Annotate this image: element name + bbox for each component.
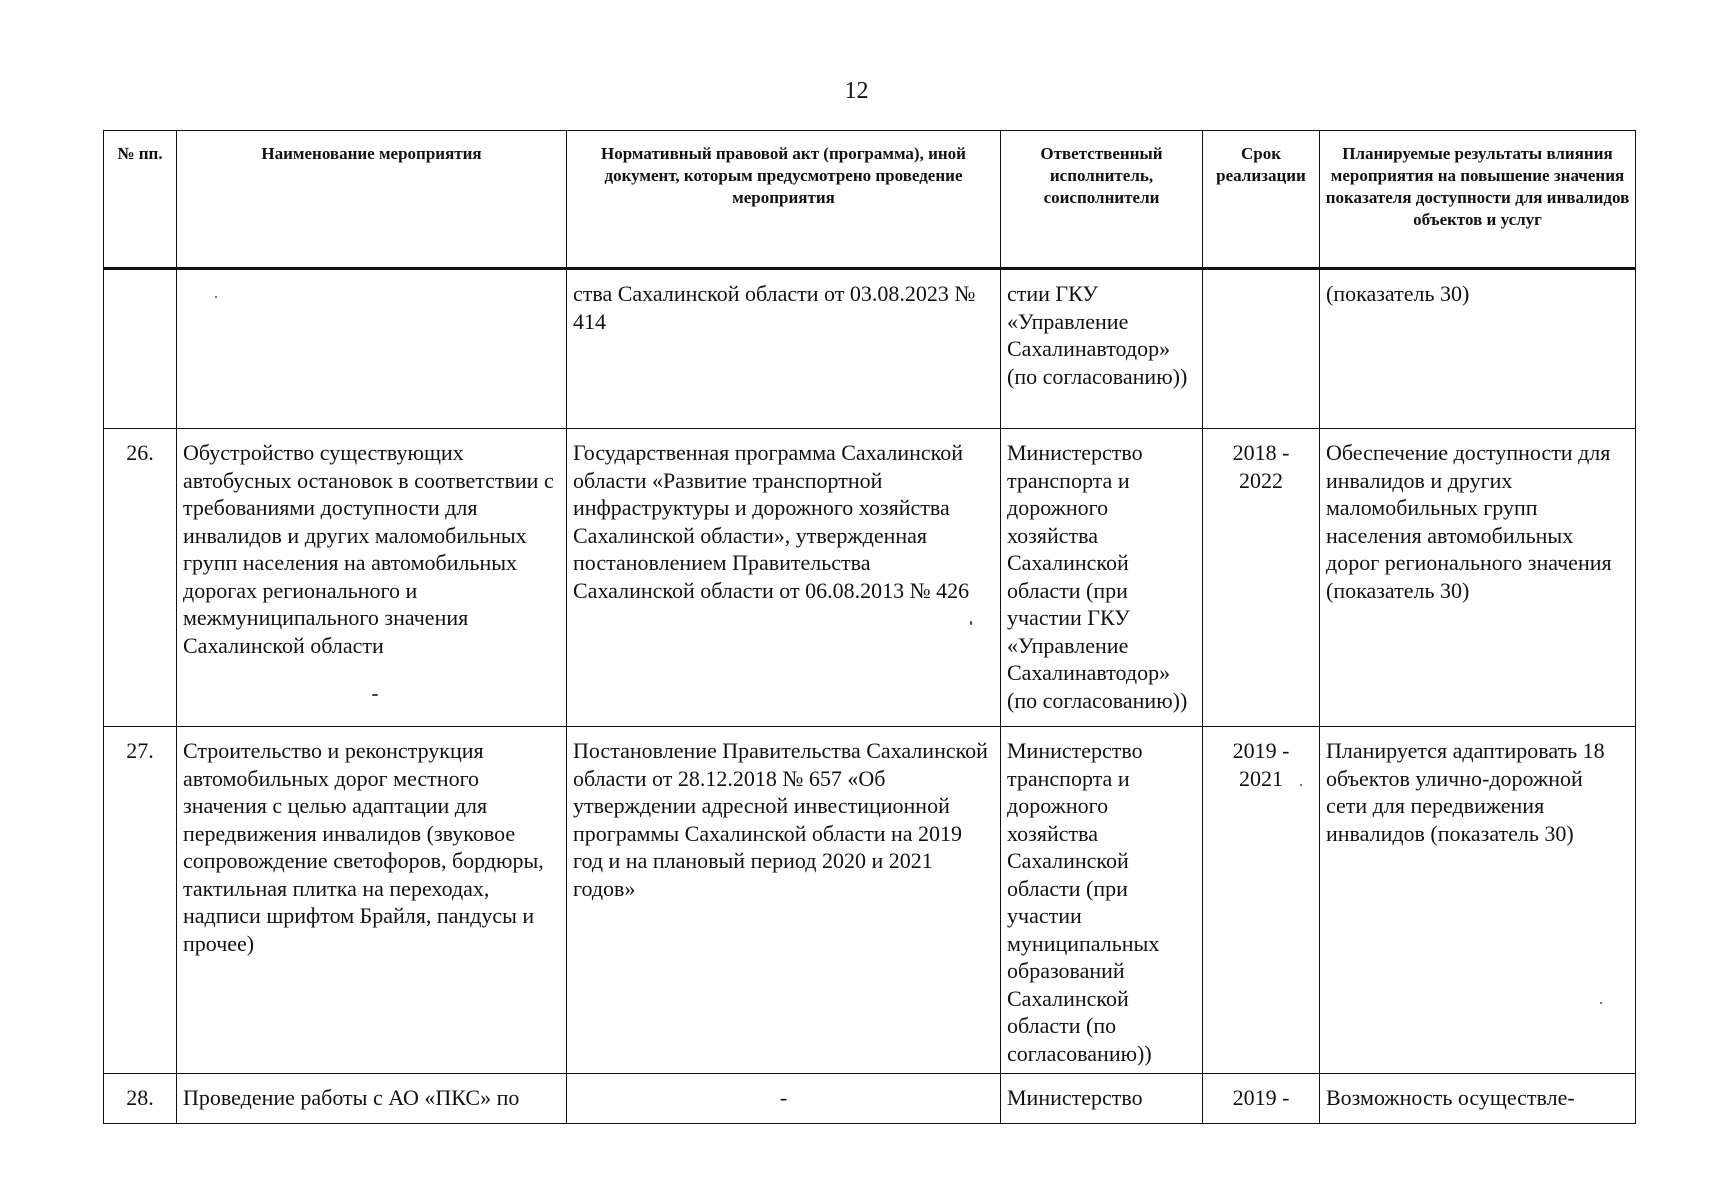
row-document: - [567,1074,1001,1124]
row-name: Проведение работы с АО «ПКС» по [177,1074,567,1124]
row-period: 2019 - [1203,1074,1320,1124]
row-name [177,269,567,429]
row-executor: Министерство [1001,1074,1203,1124]
row-executor: Министерство транспорта и дорожного хозяйства Сахалинской области (при участии ГКУ «Управление Сахалинавтодор» (по согласованию)) [1001,429,1203,727]
header-results: Планируемые результаты влияния мероприятия на повышение значения показателя доступности для инвалидов объектов и услуг [1320,131,1636,269]
row-results: Планируется адаптировать 18 объектов улично-дорожной сети для передвижения инвалидов (показатель 30) [1320,727,1636,1074]
table-row [104,727,1636,1074]
table-row [104,269,1636,429]
scan-speck [1600,1002,1602,1004]
row-period [1203,269,1320,429]
row-document: Постановление Правительства Сахалинской области от 28.12.2018 № 657 «Об утверждении адресной инвестиционной программы Сахалинской области на 2019 год и на плановый период 2020 и 2021 годов» [567,727,1001,1074]
header-executor: Ответственный исполнитель, соисполнители [1001,131,1203,269]
row-results: Возможность осуществле- [1320,1074,1636,1124]
row-results: (показатель 30) [1320,269,1636,429]
header-num: № пп. [104,131,177,269]
row-name: Строительство и реконструкция автомобильных дорог местного значения с целью адаптации для передвижения инвалидов (звуковое сопровождение светофоров, бордюры, тактильная плитка на переходах, надписи шрифтом Брайля, пандусы и прочее) [177,727,567,1074]
row-results: Обеспечение доступности для инвалидов и других маломобильных групп населения автомобильных дорог регионального значения (показатель 30) [1320,429,1636,727]
table-header-row [104,131,1636,269]
row-executor: Министерство транспорта и дорожного хозяйства Сахалинской области (при участии муниципальных образований Сахалинской области (по согласованию)) [1001,727,1203,1074]
scan-speck [215,296,217,298]
header-document: Нормативный правовой акт (программа), иной документ, которым предусмотрено проведение мероприятия [567,131,1001,269]
row-num: 26. [104,429,177,727]
row-executor: стии ГКУ «Управление Сахалинавтодор» (по согласованию)) [1001,269,1203,429]
header-name: Наименование мероприятия [177,131,567,269]
row-period: 2019 - 2021 [1203,727,1320,1074]
table-row [104,429,1636,727]
row-num: 28. [104,1074,177,1124]
row-document: Государственная программа Сахалинской области «Развитие транспортной инфраструктуры и дорожного хозяйства Сахалинской области», утвержденная постановлением Правительства Сахалинской области от 06.08.2013 № 426 [567,429,1001,727]
row-num [104,269,177,429]
table-row [104,1074,1636,1124]
row-period: 2018 - 2022 [1203,429,1320,727]
scan-speck [372,694,378,696]
measures-table [103,130,1636,1124]
row-name: Обустройство существующих автобусных остановок в соответствии с требованиями доступности для инвалидов и других маломобильных групп населения на автомобильных дорогах регионального и межмуниципального значения Сахалинской области [177,429,567,727]
scan-speck [1300,784,1302,786]
page-number: 12 [844,78,869,104]
row-document: ства Сахалинской области от 03.08.2023 № 414 [567,269,1001,429]
scan-speck [970,621,972,625]
header-period: Срок реализации [1203,131,1320,269]
row-num: 27. [104,727,177,1074]
